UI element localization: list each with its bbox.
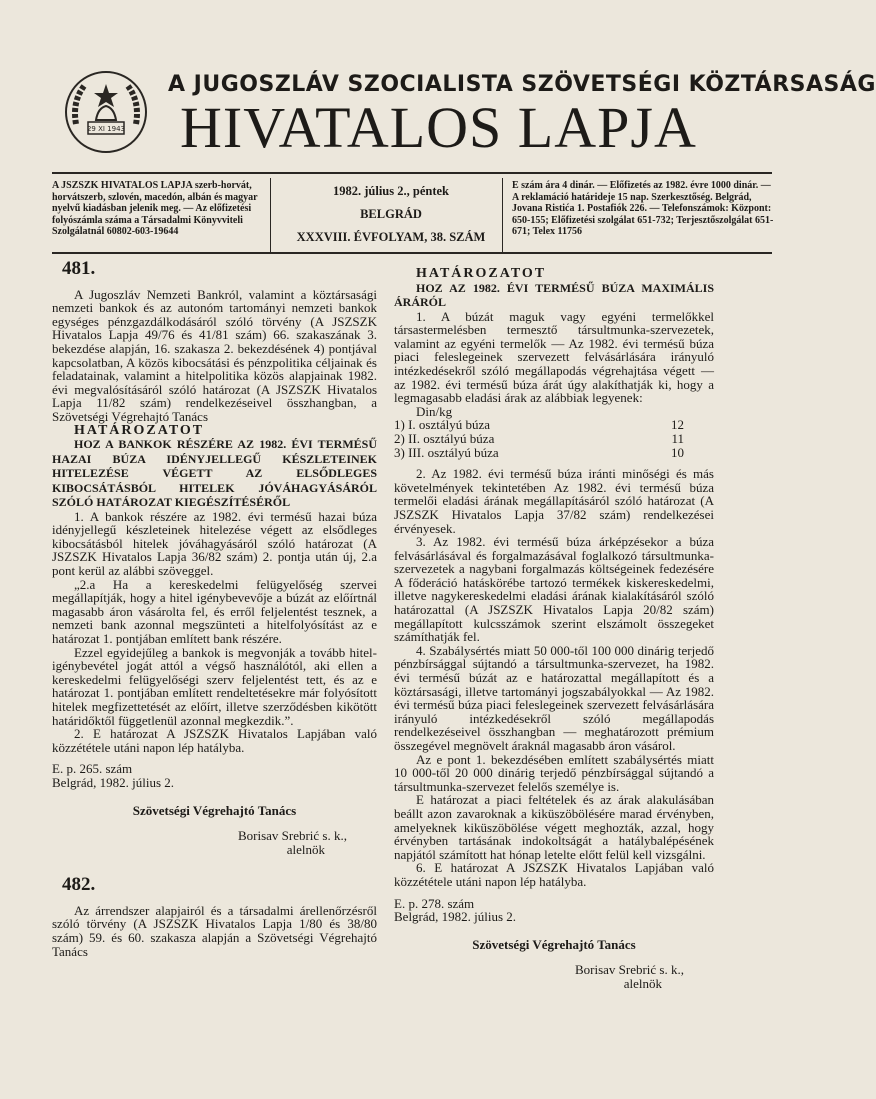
price-table	[394, 418, 714, 459]
decree-paragraph: 2. E határozat A JSZSZK Hivatalos Lapjában való közzététele utáni napon lép hatályba.	[52, 726, 377, 755]
decree-subheading: HOZ A BANKOK RÉSZÉRE AZ 1982. ÉVI TERMÉSŰ HAZAI BÚZA IDÉNYJELLEGŰ KÉSZLETEINEK HITELEZÉSE VÉGETT AZ ELSŐDLEGES KIBOCSÁTÁSBÓL HITELEK JÓVÁHAGYÁSÁRÓL SZÓLÓ HATÁROZAT KIEGÉSZÍTÉSÉRŐL	[52, 437, 377, 510]
decree-heading: HATÁROZATOT	[74, 422, 205, 438]
decree-subheading: HOZ AZ 1982. ÉVI TERMÉSŰ BÚZA MAXIMÁLIS ÁRÁRÓL	[394, 280, 714, 310]
issue-volume: XXXVIII. ÉVFOLYAM, 38. SZÁM	[296, 230, 486, 244]
decree-intro: A Jugoszláv Nemzeti Bankról, valamint a köztársasági nemzeti bankok és az autonóm tartományi nemzeti bankok egységes pénzgazdálkodásáról szóló törvény (A JSZSZK Hivatalos Lapja 49/76 és 41/81 szám) 66. szakaszának 3. bekezdése alapján, 16. szakasza 2. bekezdésének 4) pontjával kapcsolatban, A közös kibocsátási és pénzpolitika céljainak és feladatainak, valamint a hitelpolitika közös alapjainak 1982. évi megvalósításáról szóló határozat (A JSZSZK Hivatalos Lapja 11/82 szám) rendelkezéseivel összhangban, a Szövetségi Végrehajtó Tanács	[52, 286, 377, 424]
subscription-info: E szám ára 4 dinár. — Előfizetés az 1982. évre 1000 dinár. — A reklamáció határideje 15 nap. Szerkesztőség. Belgrád, Jovana Ristića 1. Postafiók 226. — Telefonszámok: Központ: 650-155; Előfizetési szolgálat 651-732; Terjesztőszolgálat 651-671; Telex 11756	[512, 180, 774, 237]
decree-heading: HATÁROZATOT	[416, 266, 547, 281]
state-emblem-icon	[62, 68, 150, 156]
decree-paragraph: 3. Az 1982. évi termésű búza árképzésekor a búza felvásárlásával és forgalmazásával foglalkozó társultmunka-szervezetek a nagybani forgalmazás költségeinek fedezésére A főderáció hatáskörébe tartozó termékek kiskereskedelmi, illetve nagykereskedelmi eladási árának kialakításáról szóló határozattal (A JSZSZK Hivatalos Lapja 20/82 szám) megállapított kulcsszámok szerint elszámolt összegeket számíthatják fel.	[394, 534, 714, 645]
right-column	[394, 262, 714, 991]
decree-paragraph: Az e pont 1. bekezdésében említett szabálysértés miatt 10 000-től 20 000 dinárig terjedő pénzbírsággal sújtandó a társultmunka-szervezet felelős személye is.	[394, 751, 714, 794]
publication-info: A JSZSZK HIVATALOS LAPJA szerb-horvát, horvátszerb, szlovén, macedón, albán és magyar nyelvű kiadásban jelenik meg. — Az előfizetési folyószámla száma a Társadalmi Könyvviteli Szolgálatnál 60802-603-19644	[52, 180, 258, 237]
price-unit: Din/kg	[416, 403, 453, 419]
price-row: 1) I. osztályú búza 12	[394, 417, 684, 433]
decree-paragraph: „2.a Ha a kereskedelmi felügyelőség szervei megállapítják, hogy a hitel igénybevevője a búzát az előírtnál magasabb áron vásárolta fel, és erről feljelentést tesznek, a nemzeti bank azonnal megszünteti a hitelfolyósítást az e határozat 1. pontjában említett bank részére.	[52, 576, 377, 646]
emblem-date: 29 XI 1943	[86, 125, 126, 133]
decree-paragraph: 4. Szabálysértés miatt 50 000-től 100 000 dinárig terjedő pénzbírsággal sújtandó a társultmunka-szervezet, ha 1982. évi termésű búzát az e határozattal megállapított és a köztársasági, illetve tartományi jogszabályokkal — Az 1982. évi termésű búza piaci feleslegeinek szervezett felvásárlására irányuló intézkedésekről szóló megállapodás rendelkezéseivel összhangban — meghatározott prémium összegével megnövelt áraknál magasabb áron vásárol.	[394, 642, 714, 753]
signer-role: alelnök	[623, 975, 662, 991]
council-name: Szövetségi Végrehajtó Tanács	[472, 936, 636, 952]
issue-info	[282, 180, 500, 250]
left-column	[52, 258, 377, 959]
signer-role: alelnök	[286, 841, 325, 857]
reference-number: E. p. 278. szám	[394, 895, 475, 911]
header-rule-top	[52, 172, 772, 174]
header-divider-right	[502, 178, 503, 252]
decree-number-482: 482.	[62, 874, 96, 896]
council-name: Szövetségi Végrehajtó Tanács	[132, 802, 297, 818]
decree-paragraph: 2. Az 1982. évi termésű búza iránti minőségi és más követelmények tekintetében Az 1982. évi termésű búza termelői eladási árának megállapításáról szóló határozat (A JSZSZK Hivatalos Lapja 37/82 szám) rendelkezései érvényesek.	[394, 466, 714, 536]
decree-paragraph: E határozat a piaci feltételek és az árak alakulásában beállt azon zavaroknak a kiküszöbölésére marad érvényben, amelyeknek kiküszöbölése végett meghozták, azzal, hogy érvényben tartásának indokoltságát a hatálybalépésének napjától számított hat hónap letelte előtt felül kell vizsgálni.	[394, 792, 714, 862]
decree-paragraph: 1. A bankok részére az 1982. évi termésű hazai búza idényjellegű készleteinek hitelezése végett az elsődleges kibocsátásból hitelek jóváhagyásáról szóló határozat (A JSZSZK Hivatalos Lapja 36/82 szám) 2. pontja után új, 2.a pont kerül az alábbi szöveggel.	[52, 508, 377, 578]
price-row: 2) II. osztályú búza 11	[394, 430, 684, 446]
place-date: Belgrád, 1982. július 2.	[52, 774, 175, 790]
republic-name: A JUGOSZLÁV SZOCIALISTA SZÖVETSÉGI KÖZTÁRSASÁG	[168, 72, 876, 97]
reference-number: E. p. 265. szám	[52, 761, 133, 777]
decree-intro: Az árrendszer alapjairól és a társadalmi árellenőrzésről szóló törvény (A JSZSZK Hivatalos Lapja 1/80 és 38/80 szám) 59. és 60. szakasza alapján a Szövetségi Végrehajtó Tanács	[52, 902, 377, 959]
issue-city: BELGRÁD	[360, 207, 422, 221]
decree-paragraph: Ezzel egyidejűleg a bankok is megvonják a tovább hitel-igénybevétel jogát attól a végső használótól, aki ellen a kereskedelmi felügyelőségi szerv feljelentést tett, és az e határozat 1. pontjában említett rendeltetésekre már folyósított hitelek megfizettetését az előírt, illetve szerződésben kikötött határidőktől függetlenül azonnal megkezdik.”.	[52, 644, 377, 728]
decree-paragraph: 1. A búzát maguk vagy egyéni termelőkkel társastermelésben termesztő társultmunka-szervezetek, valamint az egyéni termelők — Az 1982. évi termésű búza piaci feleslegeinek szervezett felvásárlására irányuló intézkedésekről szóló megállapodás végrehajtása végett — az 1982. évi termésű búza árát úgy alakíthatják ki, hogy a legmagasabb eladási árak az alábbiak legyenek:	[394, 308, 714, 406]
signer-name: Borisav Srebrić s. k.,	[237, 828, 347, 844]
price-row: 3) III. osztályú búza 10	[394, 444, 684, 460]
decree-paragraph: 6. E határozat A JSZSZK Hivatalos Lapjában való közzététele utáni napon lép hatályba.	[394, 860, 714, 889]
place-date: Belgrád, 1982. július 2.	[394, 909, 517, 925]
decree-number-481: 481.	[62, 258, 96, 279]
signer-name: Borisav Srebrić s. k.,	[574, 962, 684, 978]
masthead-title: HIVATALOS LAPJA	[180, 95, 697, 160]
header-rule-bottom	[52, 252, 772, 254]
header-divider-left	[270, 178, 271, 252]
issue-date: 1982. július 2., péntek	[333, 184, 449, 198]
